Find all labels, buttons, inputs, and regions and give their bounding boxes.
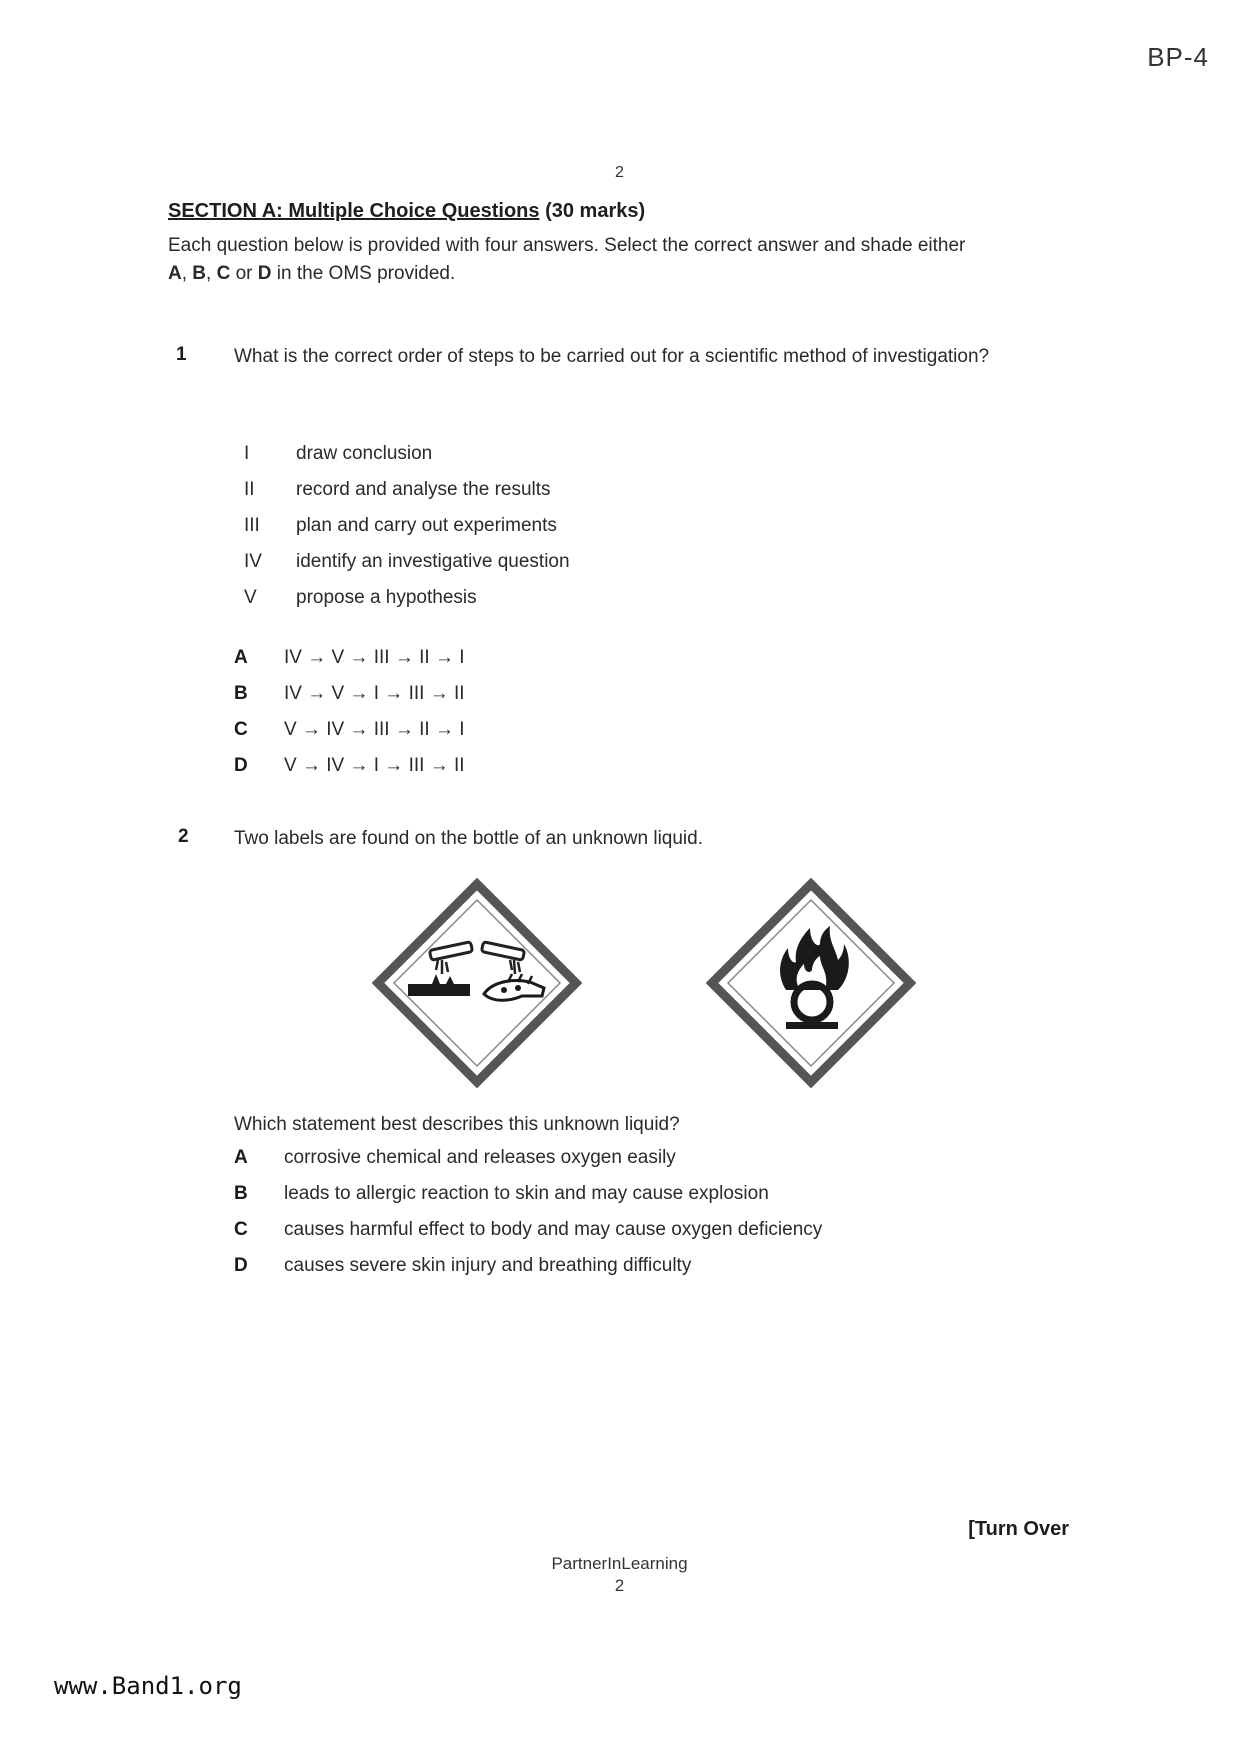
step-roman: I <box>244 443 250 464</box>
answer-option <box>234 1248 1034 1284</box>
corrosive-symbol-svg <box>372 878 582 1088</box>
answer-option <box>234 676 1034 712</box>
instructions-text: Each question below is provided with four answers. Select the correct answer and shade either <box>168 235 966 256</box>
footer-organisation: PartnerInLearning <box>551 1554 688 1573</box>
option-text: V → IV → I → III → II <box>284 755 465 776</box>
hazard-diamond-border <box>378 884 576 1082</box>
step-item <box>244 580 844 616</box>
option-text: IV → V → I → III → II <box>284 683 465 704</box>
section-instructions <box>168 232 1088 288</box>
website-watermark: www.Band1.org <box>54 1672 242 1700</box>
footer-page-number: 2 <box>614 1576 625 1595</box>
answer-option <box>234 712 1034 748</box>
option-letter: B <box>234 1183 248 1204</box>
option-letter: D <box>234 755 248 776</box>
instructions-tail: in the OMS provided. <box>271 263 456 284</box>
option-text: leads to allergic reaction to skin and may cause explosion <box>284 1183 769 1204</box>
step-text: record and analyse the results <box>296 479 551 500</box>
instr-letter-a: A <box>168 263 182 284</box>
step-text: identify an investigative question <box>296 551 570 572</box>
instr-letter-c: C <box>216 263 231 284</box>
option-text: causes harmful effect to body and may cause oxygen deficiency <box>284 1219 823 1240</box>
step-text: plan and carry out experiments <box>296 515 557 536</box>
question-2-options <box>234 1140 1034 1284</box>
section-title: SECTION A: Multiple Choice Questions <box>168 200 540 222</box>
answer-option <box>234 1140 1034 1176</box>
step-item <box>244 436 844 472</box>
oxidising-hazard-icon <box>706 878 916 1088</box>
instr-sep: , <box>181 263 193 284</box>
step-item <box>244 508 844 544</box>
paper-code: BP-4 <box>1147 42 1209 72</box>
section-marks: (30 marks) <box>545 200 646 222</box>
question-1-options <box>234 640 1034 784</box>
option-letter: A <box>234 647 248 668</box>
oxidising-symbol-svg <box>706 878 916 1088</box>
option-letter: D <box>234 1255 248 1276</box>
option-text: corrosive chemical and releases oxygen easily <box>284 1147 676 1168</box>
corrosive-hazard-icon <box>372 878 582 1088</box>
step-item <box>244 544 844 580</box>
answer-option <box>234 1176 1034 1212</box>
question-2-text: Two labels are found on the bottle of an unknown liquid. <box>234 828 703 849</box>
page-number-top: 2 <box>615 164 624 181</box>
question-2-number: 2 <box>178 826 189 847</box>
option-text: causes severe skin injury and breathing difficulty <box>284 1255 692 1276</box>
step-item <box>244 472 844 508</box>
step-text: propose a hypothesis <box>296 587 477 608</box>
answer-option <box>234 1212 1034 1248</box>
section-heading <box>168 200 645 223</box>
step-roman: IV <box>244 551 262 572</box>
step-roman: III <box>244 515 260 536</box>
option-letter: C <box>234 1219 248 1240</box>
option-letter: C <box>234 719 248 740</box>
instr-or: or <box>230 263 258 284</box>
question-1-text: What is the correct order of steps to be carried out for a scientific method of investigation? <box>234 346 990 367</box>
option-letter: B <box>234 683 248 704</box>
instr-letter-b: B <box>192 263 207 284</box>
answer-option <box>234 748 1034 784</box>
turn-over-label: [Turn Over <box>968 1518 1069 1540</box>
question-1-number: 1 <box>176 344 187 365</box>
question-2-prompt: Which statement best describes this unknown liquid? <box>234 1114 680 1135</box>
option-letter: A <box>234 1147 248 1168</box>
instr-sep: , <box>206 263 217 284</box>
answer-option <box>234 640 1034 676</box>
step-text: draw conclusion <box>296 443 433 464</box>
option-text: V → IV → III → II → I <box>284 719 465 740</box>
step-roman: II <box>244 479 255 500</box>
option-text: IV → V → III → II → I <box>284 647 465 668</box>
question-1-steps <box>244 436 844 616</box>
step-roman: V <box>244 587 257 608</box>
instr-letter-d: D <box>257 263 272 284</box>
